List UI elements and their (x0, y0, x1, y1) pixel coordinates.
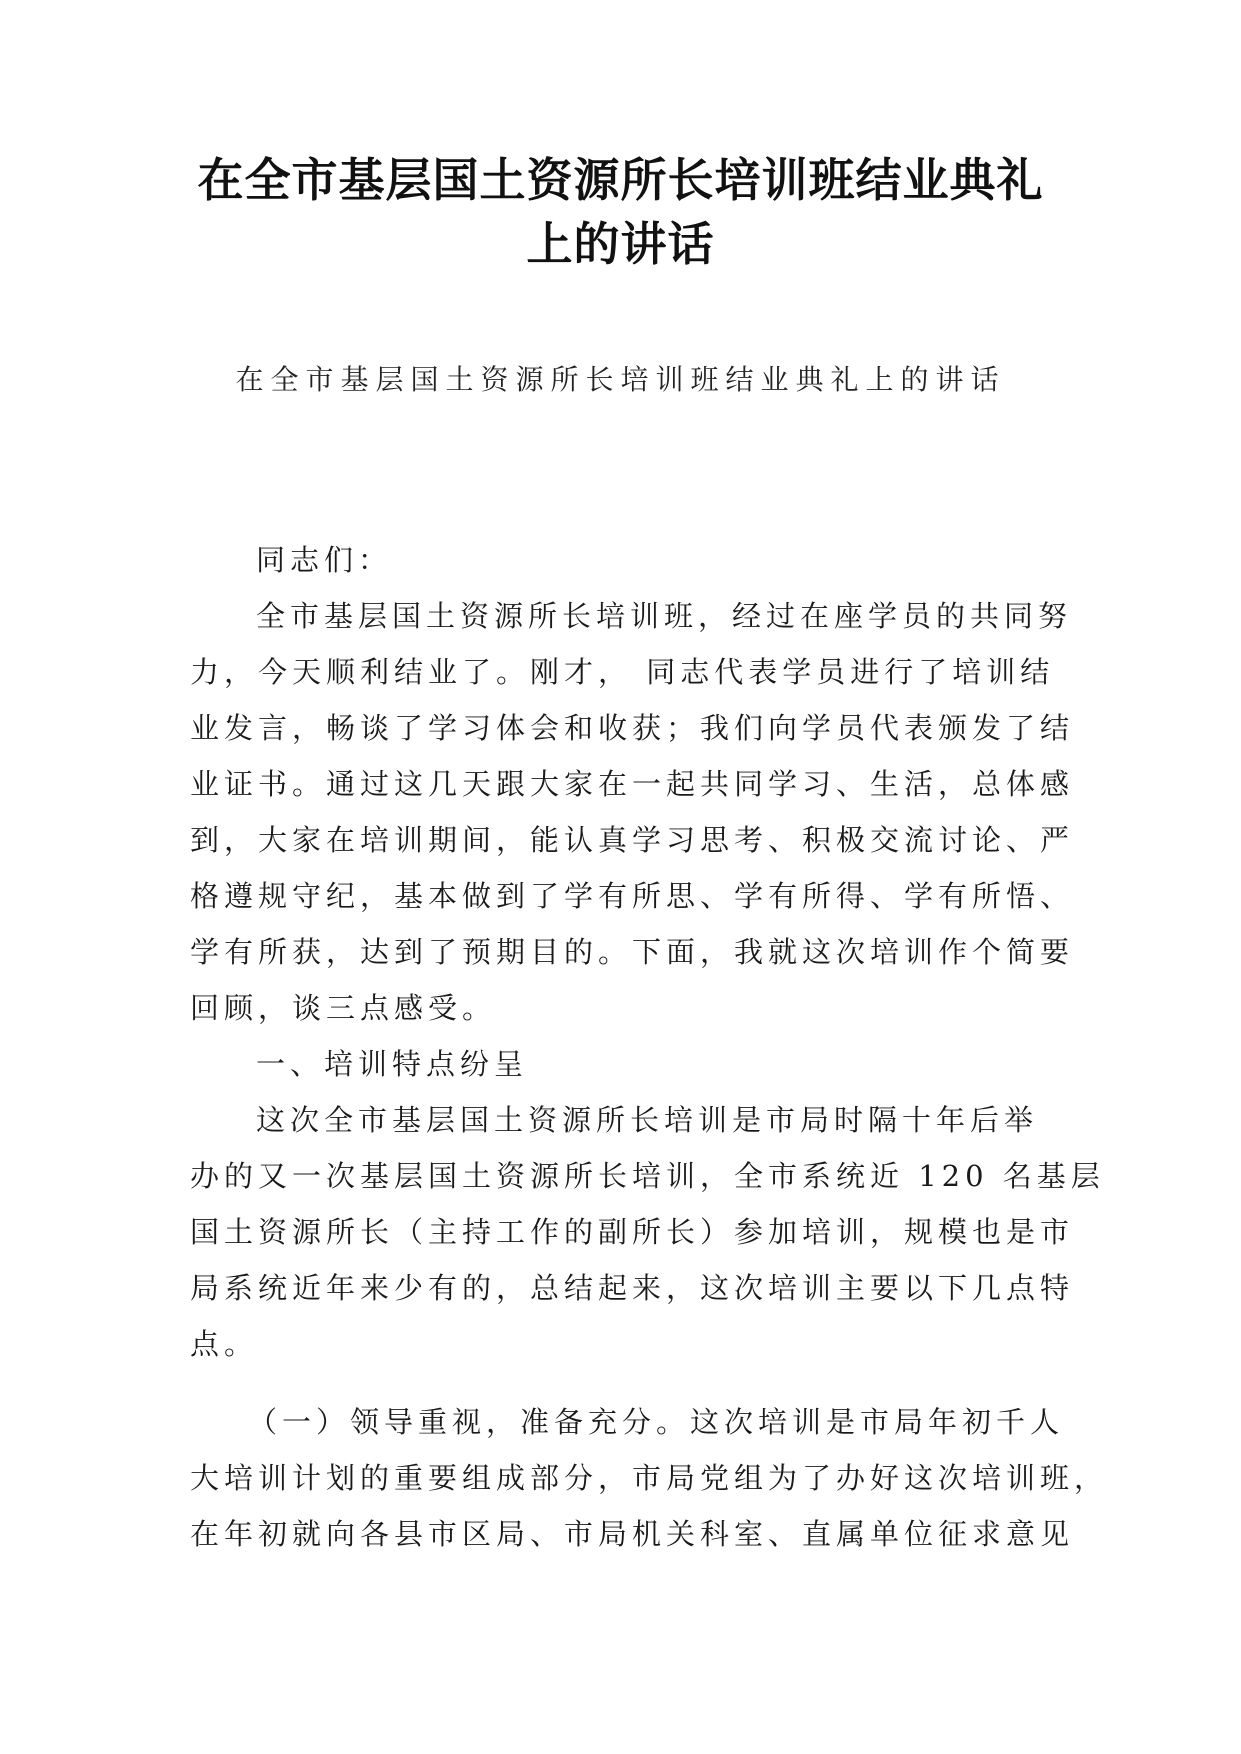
paragraph-line: 业证书。通过这几天跟大家在一起共同学习、生活，总体感 (190, 767, 1075, 801)
paragraph-line: 格遵规守纪，基本做到了学有所思、学有所得、学有所悟、 (190, 879, 1075, 913)
paragraph-line: 业发言，畅谈了学习体会和收获；我们向学员代表颁发了结 (190, 711, 1075, 745)
subsection-heading: （一）领导重视，准备充分。这次培训是市局年初千人 (248, 1405, 1065, 1439)
paragraph-line: 力，今天顺利结业了。刚才， 同志代表学员进行了培训结 (190, 655, 1055, 689)
paragraph-line: 点。 (190, 1327, 259, 1361)
salutation: 同志们： (256, 543, 393, 577)
paragraph-line: 国土资源所长（主持工作的副所长）参加培训，规模也是市 (190, 1215, 1075, 1249)
paragraph-line: 办的又一次基层国土资源所长培训，全市系统近 120 名基层 (190, 1159, 1105, 1193)
document-subtitle: 在全市基层国土资源所长培训班结业典礼上的讲话 (235, 363, 1006, 396)
paragraph-line: 局系统近年来少有的，总结起来，这次培训主要以下几点特 (190, 1271, 1075, 1305)
paragraph-line: 这次全市基层国土资源所长培训是市局时隔十年后举 (256, 1103, 1039, 1137)
title-line-1: 在全市基层国土资源所长培训班结业典礼 (197, 153, 1044, 207)
paragraph-line: 回顾，谈三点感受。 (190, 991, 497, 1025)
section-heading: 一、培训特点纷呈 (256, 1047, 529, 1081)
paragraph-line: 在年初就向各县市区局、市局机关科室、直属单位征求意见 (190, 1517, 1075, 1551)
paragraph-line: 学有所获，达到了预期目的。下面，我就这次培训作个简要 (190, 935, 1075, 969)
document-body (190, 532, 1109, 1562)
paragraph-line: 到，大家在培训期间，能认真学习思考、积极交流讨论、严 (190, 823, 1075, 857)
title-line-2: 上的讲话 (526, 217, 715, 271)
document-title (150, 148, 1091, 276)
paragraph-line: 全市基层国土资源所长培训班，经过在座学员的共同努 (256, 599, 1073, 633)
paragraph-line: 大培训计划的重要组成部分，市局党组为了办好这次培训班， (190, 1461, 1109, 1495)
